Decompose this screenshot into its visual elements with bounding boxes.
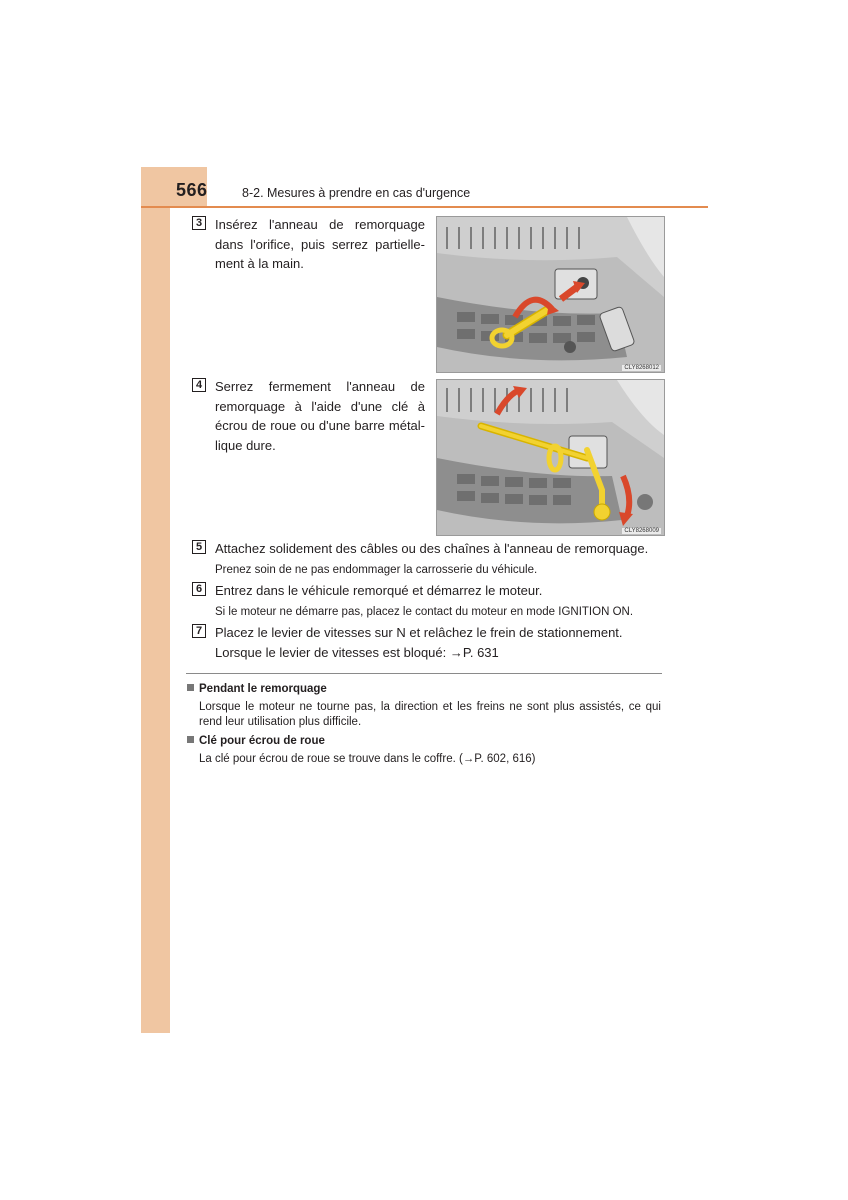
step-number: 7 xyxy=(192,624,206,638)
tow-eye-tighten-illustration xyxy=(437,380,664,535)
info-body xyxy=(199,700,661,730)
figure-tighten-tow-eye xyxy=(436,379,665,536)
step-number: 4 xyxy=(192,378,206,392)
tow-eye-insert-illustration xyxy=(437,217,664,372)
figure-insert-tow-eye xyxy=(436,216,665,373)
step-text-line: lique dure. xyxy=(215,437,276,453)
bullet-square-icon xyxy=(187,684,194,691)
side-band xyxy=(141,167,170,1033)
info-line: rend leur utilisation plus difficile. xyxy=(199,716,362,728)
figure-code: CLY8268009 xyxy=(624,528,659,534)
step-note: Si le moteur ne démarre pas, placez le contact du moteur en mode IGNITION ON. xyxy=(215,606,634,618)
section-title: 8-2. Mesures à prendre en cas d'urgence xyxy=(242,186,471,200)
info-line: Lorsque le moteur ne tourne pas, la direction et les freins ne sont plus assistés, ce qui xyxy=(199,701,661,713)
info-body xyxy=(199,752,661,767)
info-line: La clé pour écrou de roue se trouve dans le coffre. (→P. 602, 616) xyxy=(199,753,536,765)
info-heading: Clé pour écrou de roue xyxy=(187,735,325,747)
step-number: 6 xyxy=(192,582,206,596)
section-divider xyxy=(186,673,662,674)
page-number: 566 xyxy=(176,180,208,200)
step-number: 3 xyxy=(192,216,206,230)
info-heading: Pendant le remorquage xyxy=(187,683,327,695)
step-text-line: Insérez l'anneau de remorquage xyxy=(215,217,425,232)
header-rule xyxy=(141,206,708,208)
step-text-line: écrou de roue ou d'une barre métal- xyxy=(215,418,425,433)
step-text-secondary: Lorsque le levier de vitesses est bloqué: →P. 631 xyxy=(215,644,499,660)
step-number: 5 xyxy=(192,540,206,554)
figure-code: CLY8268012 xyxy=(624,365,659,371)
step-text-line: remorquage à l'aide d'une clé à xyxy=(215,398,425,414)
step-text: Attachez solidement des câbles ou des chaînes à l'anneau de remorquage. xyxy=(215,541,649,556)
step-note: Prenez soin de ne pas endommager la carrosserie du véhicule. xyxy=(215,564,538,576)
step-text: Placez le levier de vitesses sur N et relâchez le frein de stationnement. xyxy=(215,625,623,640)
step-text-line: ment à la main. xyxy=(215,256,304,271)
step-text-line: Serrez fermement l'anneau de xyxy=(215,379,425,394)
step-text: Entrez dans le véhicule remorqué et démarrez le moteur. xyxy=(215,583,543,598)
step-text-line: dans l'orifice, puis serrez partielle- xyxy=(215,236,425,252)
bullet-square-icon xyxy=(187,736,194,743)
